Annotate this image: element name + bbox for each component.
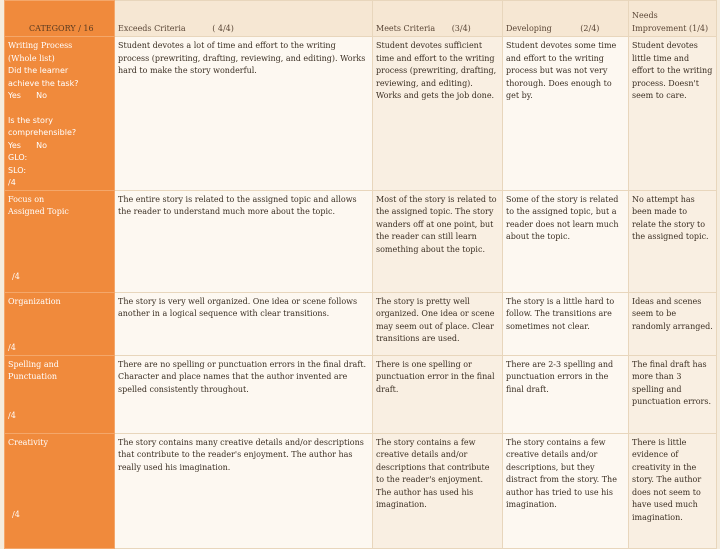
spelling-developing: There are 2-3 spelling and punctuation errors in the final draft. [503, 355, 629, 433]
row-organization-category [5, 292, 115, 355]
writing-process-needs: Student devotes little time and effort to the writing process. Doesn't seem to care. [629, 37, 717, 191]
category-line: (Whole list) [8, 53, 55, 63]
category-score: /4 [8, 343, 16, 352]
category-line: comprehensible? [8, 128, 77, 137]
header-meets-score: (3/4) [451, 24, 471, 33]
row-creativity-category [5, 433, 115, 548]
category-line: Yes No [8, 140, 48, 150]
row-spelling-category [5, 355, 115, 433]
writing-process-exceeds: Student devotes a lot of time and effort to the writing process (prewriting, drafting, reviewing, and editing). Works hard to make the story wonderful. [115, 37, 373, 191]
organization-needs: Ideas and scenes seem to be randomly arranged. [629, 292, 717, 355]
header-developing-score: (2/4) [580, 24, 600, 33]
category-line: Did the learner [8, 66, 69, 75]
rubric-table [4, 0, 717, 549]
category-line: Spelling and [8, 359, 59, 369]
row-writing-process-category [5, 37, 115, 191]
category-score: /4 [12, 271, 20, 281]
creativity-exceeds: The story contains many creative details and/or descriptions that contribute to the reader's enjoyment. The author has really used his imagination. [115, 433, 373, 548]
organization-exceeds: The story is very well organized. One idea or scene follows another in a logical sequence with clear transitions. [115, 292, 373, 355]
category-line: Focus on [8, 194, 45, 204]
organization-developing: The story is a little hard to follow. The transitions are sometimes not clear. [503, 292, 629, 355]
category-line: Creativity [8, 437, 49, 447]
header-exceeds-score: ( 4/4) [212, 24, 234, 33]
header-meets [373, 1, 503, 37]
category-line: Punctuation [8, 372, 58, 381]
row-spelling [5, 355, 717, 433]
category-line: Organization [8, 296, 61, 306]
row-organization [5, 292, 717, 355]
header-needs-label: Needs Improvement (1/4) [632, 11, 709, 33]
header-category [5, 1, 115, 37]
organization-meets: The story is pretty well organized. One idea or scene may seem out of place. Clear transitions are used. [373, 292, 503, 355]
category-line: Writing Process [8, 41, 73, 50]
header-developing [503, 1, 629, 37]
header-developing-label: Developing [506, 24, 552, 33]
category-line: Yes No [8, 91, 48, 100]
row-creativity [5, 433, 717, 548]
category-line: Assigned Topic [8, 207, 69, 216]
row-focus [5, 190, 717, 292]
header-row [5, 1, 717, 37]
header-category-label: CATEGORY / 16 [29, 24, 94, 33]
header-needs [629, 1, 717, 37]
category-line: Is the story [8, 115, 53, 125]
header-exceeds-label: Exceeds Criteria [118, 24, 186, 33]
category-line [8, 103, 111, 115]
spelling-needs: The final draft has more than 3 spelling and punctuation errors. [629, 355, 717, 433]
row-writing-process [5, 37, 717, 191]
category-score: /4 [8, 410, 16, 420]
header-exceeds [115, 1, 373, 37]
category-score: /4 [12, 510, 20, 519]
creativity-needs: There is little evidence of creativity in the story. The author does not seem to have used much imagination. [629, 433, 717, 548]
category-line: achieve the task? [8, 78, 79, 88]
focus-developing: Some of the story is related to the assigned topic, but a reader does not learn much about the topic. [503, 190, 629, 292]
focus-exceeds: The entire story is related to the assigned topic and allows the reader to understand much more about the topic. [115, 190, 373, 292]
spelling-exceeds: There are no spelling or punctuation errors in the final draft. Character and place names that the author invented are spelled consistently throughout. [115, 355, 373, 433]
category-line: /4 [8, 178, 16, 187]
writing-process-developing: Student devotes some time and effort to the writing process but was not very thorough. Does enough to get by. [503, 37, 629, 191]
focus-meets: Most of the story is related to the assigned topic. The story wanders off at one point, but the reader can still learn something about the topic. [373, 190, 503, 292]
header-meets-label: Meets Criteria [376, 24, 436, 33]
category-line: SLO: [8, 165, 27, 175]
writing-process-meets: Student devotes sufficient time and effort to the writing process (prewriting, drafting, reviewing, and editing). Works and gets the job done. [373, 37, 503, 191]
creativity-meets: The story contains a few creative details and/or descriptions that contribute to the reader's enjoyment. The author has used his imagination. [373, 433, 503, 548]
creativity-developing: The story contains a few creative details and/or descriptions, but they distract from the story. The author has tried to use his imagination. [503, 433, 629, 548]
spelling-meets: There is one spelling or punctuation error in the final draft. [373, 355, 503, 433]
focus-needs: No attempt has been made to relate the story to the assigned topic. [629, 190, 717, 292]
row-focus-category [5, 190, 115, 292]
category-line: GLO: [8, 153, 28, 162]
